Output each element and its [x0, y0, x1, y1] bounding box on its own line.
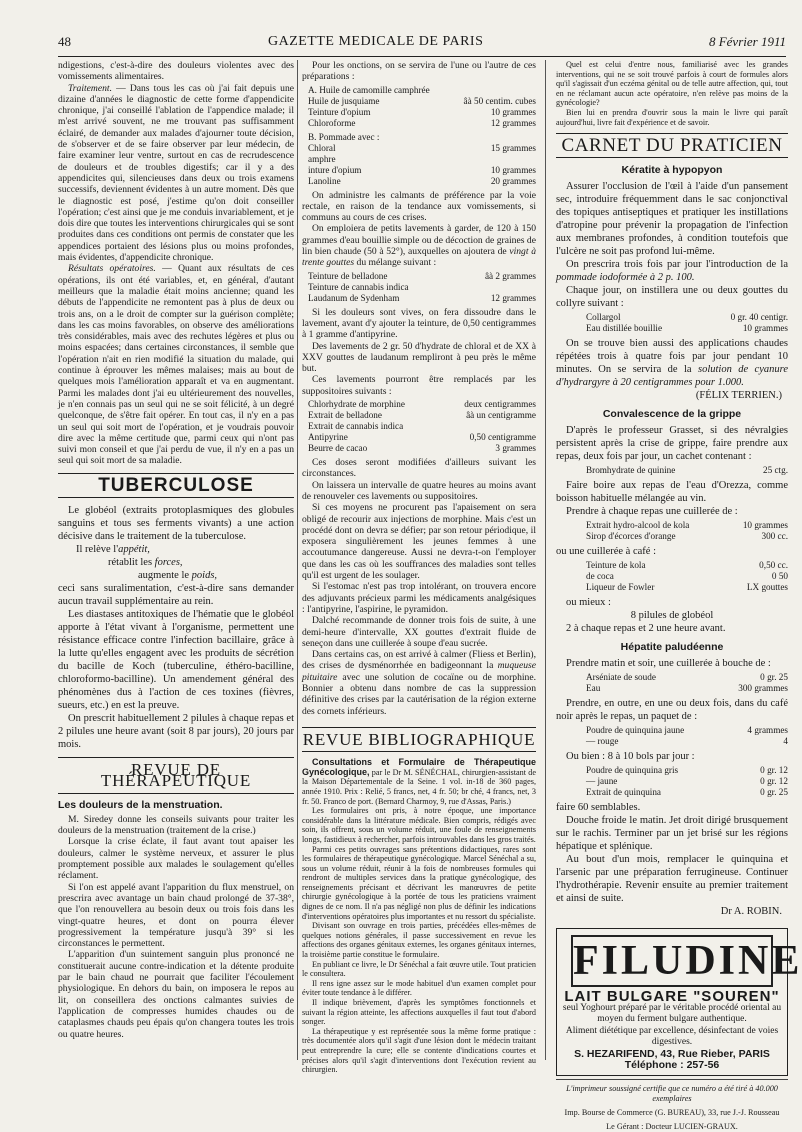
paragraph: Bien lui en prendra d'ouvrir sous la main le livre qui paraît aujourd'hui, livre fait d'expérience et de savoir. — [556, 107, 788, 127]
ad-brand: FILUDINE — [571, 935, 773, 987]
formula-row — [586, 683, 788, 694]
ingredient-quantity: 4 — [783, 736, 788, 747]
ingredient-name: Teinture d'opium — [308, 106, 371, 117]
paragraph: ceci sans suralimentation, c'est-à-dire sans demander aucun travail supplémentaire au rein. — [58, 582, 294, 607]
paragraph — [556, 258, 788, 284]
paragraph — [302, 649, 536, 717]
paragraph: Faire boire aux repas de l'eau d'Orezza, comme boisson habituelle mélangée au vin. — [556, 480, 788, 505]
printer-line: Imp. Bourse de Commerce (G. BUREAU), 33, rue J.-J. Rousseau — [564, 1108, 780, 1118]
ingredient-quantity: 300 cc. — [761, 531, 788, 542]
tuberculose-article — [58, 504, 294, 751]
paragraph: ou une cuillerée à café : — [556, 546, 656, 558]
formula-rows — [308, 96, 536, 129]
formula-rows — [586, 312, 788, 334]
text: par le Dr M. SÉNÉCHAL, chirurgien-assistant de la Maison Départementale de la Seine. 1 vol. in-18 de 360 pages, année 1910. Prix : Relié, 5 francs, net, 4 fr. 50; br ché, 4 francs, net, 3 fr. 50. Franco de port. (Bernard Charmoy, 9, rue d'Assas, Paris.) — [302, 767, 536, 806]
ingredient-name: Eau — [586, 683, 601, 694]
formula-row — [308, 282, 536, 293]
text: Dans certains cas, on est arrivé à calmer (Fliess et Berlin), des crises de dysménorrhée en badigeonnant la — [302, 649, 536, 672]
paragraph: D'après le professeur Grasset, si des névralgies persistent après la crise de grippe, faire prendre aux repas, deux fois par jour, un cachet contenant : — [556, 425, 788, 463]
paragraph: On prescrit habituellement 2 pilules à chaque repas et 2 pilules une heure avant (soit 8 par jours), 20 jours par mois. — [58, 712, 294, 750]
ingredient-name: Extrait de cannabis indica — [308, 421, 404, 432]
text: On emploiera de petits lavements à garder, de 120 à 150 grammes d'eau bouillie simple ou de décoction de graines de lin bien chaude (50 à 52°), auxquelles on ajoutera de — [302, 223, 536, 258]
ingredient-quantity: 0,50 cc. — [759, 560, 788, 571]
paragraph — [556, 337, 788, 389]
formula-quinquina — [586, 725, 788, 747]
ingredient-name: Liqueur de Fowler — [586, 582, 655, 593]
paragraph: Le globéol (extraits protoplasmiques des globules sanguins et tous ses ferments vivants) a une action décisive dans le traitement de la tuberculose. — [58, 504, 294, 542]
ingredient-name: Antipyrine — [308, 432, 348, 443]
formula-row — [308, 410, 536, 421]
formula-row — [586, 312, 788, 323]
column-divider-1 — [297, 60, 298, 1060]
column-divider-2 — [545, 60, 546, 1060]
text: du mélange suivant : — [354, 257, 437, 269]
formula-row — [308, 399, 536, 410]
formula-c — [308, 271, 536, 304]
ingredient-name: Chloroforme — [308, 117, 356, 128]
text: Il relève l' — [76, 543, 119, 555]
issue-date: 8 Février 1911 — [708, 34, 786, 49]
formula-rows — [308, 399, 536, 454]
ingredient-name: Teinture de cannabis indica — [308, 281, 409, 292]
ingredient-name: de coca — [586, 571, 614, 582]
ingredient-quantity: 15 grammes — [490, 142, 536, 153]
column-2 — [302, 60, 536, 1075]
formula-row — [308, 432, 536, 443]
formula-bols — [586, 765, 788, 798]
ingredient-name: Poudre de quinquina gris — [586, 765, 679, 776]
ingredient-quantity: 3 grammes — [495, 443, 536, 454]
paragraph: M. Siredey donne les conseils suivants pour traiter les douleurs de la menstruation (traitement de la crise.) — [58, 813, 294, 837]
subsection-title-hepatite: Hépatite paludéenne — [620, 641, 724, 654]
ingredient-quantity: 0,50 centigramme — [469, 432, 536, 443]
header-rule — [58, 56, 786, 57]
paragraph: Ou bien : 8 à 10 bols par jour : — [566, 751, 695, 763]
formula-collyre — [586, 312, 788, 334]
ingredient-name: Teinture de belladone — [308, 270, 388, 281]
formula-row — [308, 154, 536, 165]
column-3 — [556, 60, 802, 1132]
ingredient-name: Extrait hydro-alcool de kola — [586, 520, 690, 531]
advertisement — [556, 928, 802, 1076]
paragraph — [58, 569, 294, 582]
ingredient-quantity: 0 gr. 12 — [760, 776, 788, 787]
paragraph: La thérapeutique y est représentée sous la même forme pratique : très documentée alors qu'il s'agit d'une lésion dont le médecin traitant peut entreprendre la cure; elle se contente d'indications courtes et précises alors qu'il s'agit d'interventions dont l'exécution revient au chirurgien. — [302, 1026, 536, 1075]
paragraph: Assurer l'occlusion de l'œil à l'aide d'un pansement sec, introduire fréquemment dans le sac conjonctival des topiques antiseptiques et pratiquer les instillations d'atropine pour prévenir la propagation de l'infection aux membranes profondes, à condition toutefois que l'ulcère ne soit pas profond lui-même. — [556, 181, 788, 258]
formula-a — [308, 85, 536, 129]
page-header — [58, 34, 786, 54]
subsection-title-keratite: Kératite à hypopyon — [621, 164, 723, 177]
formula-quinine — [586, 465, 788, 476]
formula-row — [586, 571, 788, 582]
paragraph: Ces lavements pourront être remplacés par les suppositoires suivants : — [302, 374, 536, 397]
paragraph: Les diastases antitoxiques de l'hématie que le globéol apporte à l'état vivant à l'organisme, permettent une résistance efficace contre l'infection bacillaire, grâce à la lutte qu'elles engagent avec les produits de sécrétion du bacille de Koch (tuberculine, éthéro-bacilline, chloroformo-bacilline). Un amendement général des phénomènes dus à l'action de ces toxines (fièvres, sueurs, etc.) en est la preuve. — [58, 608, 294, 711]
ingredient-name: Sirop d'écorces d'orange — [586, 531, 676, 542]
traitement-text: — Dans tous les cas où j'ai fait depuis une dizaine d'années le diagnostic de cette forme d'appendicite chronique, j'ai conseillé l'ablation de l'appendice malade; il m'est arrivé souvent, ne me trouvant pas suffisamment éclairé, de demander aux malades d'ajourner toute décision, de s'observer et de se faire observer par leur médecin, de faire examiner leur ventre, surtout en cas de recrudescence de douleurs et de troubles digestifs; car il y a des appendicites qui, silencieuses dans deux ou trois examens successifs, deviennent évidentes à un autre moment. Dès que le diagnostic est posé, j'estime qu'on doit conseiller l'opération; c'est ainsi que je me conduis invariablement, et je dois dire que toutes les interventions chirurgicales qui se sont produites dans ces conditions ont permis de constater que les appendices portaient des lésions plus ou moins profondes, mais évidentes, d'appendicite chronique. — [58, 82, 294, 264]
formula-row — [308, 143, 536, 154]
paragraph — [302, 223, 536, 268]
ad-description: seul Yoghourt préparé par le véritable procédé oriental au moyen du ferment bulgare authentique. — [562, 1002, 782, 1025]
paragraph: On laissera un intervalle de quatre heures au moins avant de renouveler ces lavements ou suppositoires. — [302, 479, 536, 502]
ingredient-quantity: LX gouttes — [746, 582, 788, 593]
paragraph: ndigestions, c'est-à-dire des douleurs violentes avec des vomissements alimentaires. — [58, 60, 294, 83]
ingredient-quantity: âà 2 grammes — [484, 270, 536, 281]
ingredient-name: Arséniate de soude — [586, 672, 656, 683]
emphasis: vingt à trente gouttes — [302, 246, 536, 269]
footer-rule — [556, 1079, 788, 1080]
paragraph-traitement — [58, 83, 294, 264]
paragraph — [58, 543, 294, 556]
paragraph: Au bout d'un mois, remplacer le quinquina et l'arsenic par une préparation ferrugineuse. Continuer l'hydrothérapie. Revenir ensuite au premier traitement et ainsi de suite. — [556, 854, 788, 905]
subsection-title-grippe: Convalescence de la grippe — [602, 408, 742, 421]
formula-row — [586, 582, 788, 593]
formula-row — [586, 520, 788, 531]
subsection-title-menstruation: Les douleurs de la menstruation. — [58, 798, 223, 811]
ingredient-name: amphre — [308, 153, 336, 164]
formula-row — [308, 96, 536, 107]
ingredient-name: Eau distillée bouillie — [586, 323, 663, 334]
ingredient-quantity: 300 grammes — [738, 683, 788, 694]
formula-row — [308, 293, 536, 304]
ingredient-quantity: 12 grammes — [490, 117, 536, 128]
formula-row — [586, 787, 788, 798]
paragraph: faire 60 semblables. — [556, 802, 641, 814]
ingredient-quantity: 0 gr. 40 centigr. — [730, 312, 788, 323]
paragraph: ou mieux : — [566, 597, 611, 609]
ingredient-quantity: 10 grammes — [742, 520, 788, 531]
formula-row — [586, 323, 788, 334]
formula-row — [586, 765, 788, 776]
formula-row — [586, 776, 788, 787]
formula-row — [308, 107, 536, 118]
ingredient-quantity: 0 50 — [771, 571, 788, 582]
gerant-line: Le Gérant : Docteur LUCIEN-GRAUX. — [606, 1122, 738, 1132]
formula-rows — [586, 765, 788, 798]
paragraph: Prendre, en outre, en une ou deux fois, dans du café noir après le repas, un paquet de : — [556, 698, 788, 723]
ingredient-name: Lanoline — [308, 175, 341, 186]
formula-row — [308, 176, 536, 187]
ad-product: LAIT BULGARE "SOUREN" — [564, 988, 780, 1006]
paragraph — [302, 758, 536, 806]
paragraph: Si l'estomac n'est pas trop intolérant, on trouvera encore des adjuvants précieux parmi les médicaments analgésiques : l'antipyrine, l'aspirine, le pyramidon. — [302, 581, 536, 615]
ingredient-name: Laudanum de Sydenham — [308, 292, 400, 303]
emphasis: poids, — [191, 569, 218, 581]
paragraph: Lorsque la crise éclate, il faut avant tout apaiser les douleurs, calmer le système nerveux, et assurer le plus promptement possible aux malades le soulagement qu'elles réclament. — [58, 836, 294, 882]
paragraph: Quel est celui d'entre nous, familiarisé avec les grandes interventions, qui ne se soit trouvé parfois à court de formules alors qu'il s'agissait d'un eczéma génital ou de telle autre affection, qui, tout en ne réclamant aucun acte opératoire, n'en relève pas moins de la gynécologie? — [556, 60, 788, 108]
formula-row — [308, 271, 536, 282]
ingredient-name: — jaune — [586, 776, 618, 787]
ingredient-quantity: 0 gr. 25 — [760, 672, 788, 683]
formula-rows — [308, 143, 536, 187]
ingredient-quantity: 10 grammes — [490, 106, 536, 117]
formula-arseniate — [586, 672, 788, 694]
paragraph: Ces doses seront modifiées d'ailleurs suivant les circonstances. — [302, 457, 536, 480]
ingredient-quantity: 0 gr. 12 — [760, 765, 788, 776]
paragraph: Pour les onctions, on se servira de l'une ou l'autre de ces préparations : — [302, 60, 536, 83]
ingredient-quantity: 12 grammes — [490, 292, 536, 303]
ingredient-name: Huile de jusquiame — [308, 95, 380, 106]
formula-row — [308, 118, 536, 129]
formula-rows — [586, 560, 788, 593]
formula-row — [586, 465, 788, 476]
section-title-tuberculose: TUBERCULOSE — [58, 473, 294, 498]
paragraph: Si les douleurs sont vives, on fera dissoudre dans le lavement, avant d'y ajouter la teinture, de 0,50 centigrammes à 1 gramme d'antipyrine. — [302, 306, 536, 341]
signature: Dr A. ROBIN. — [720, 906, 782, 918]
formula-rows — [586, 465, 788, 476]
formula-row — [586, 560, 788, 571]
paragraph: Parmi ces petits ouvrages sans prétentions didactiques, rares sont les formulaires de thérapeutique gynécologique. Marcel Sénéchal a su, sous un volume réduit, réunir à la fois de nombreuses formules qui rendront de multiples services dans la pratique gynécologique, des renseignements précisant et décrivant les manœuvres de petite chirurgie gynécologique à la portée de tous les praticiens vraiment dignes de ce nom. Il n'a pas négligé non plus de définir les indications d'interventions opératoires plus importantes et nu ressort du spécialiste. — [302, 844, 536, 921]
ingredient-name: Extrait de quinquina — [586, 787, 662, 798]
paragraph — [58, 556, 294, 569]
resultats-text: — Quant aux résultats de ces opérations, ils ont été variables, et, en général, d'autant meilleurs que la maladie était moins ancienne; quand les débuts de l'appendicite ne remontent pas à plus de deux ou trois ans, on a le droit de compter sur la guérison complète; dans les cas moins favorables, on observe des améliorations très considérables, mais avec des rechutes légères et plus ou moins espacées; dans certaines circonstances, il semble que l'opération n'ait en rien modifié la situation du malade, qui continue à éprouver les mêmes malaises; mais au bout de quelques mois l'amélioration apparaît et va en augmentant. Parmi les malades dont j'ai eu ultérieurement des nouvelles, je n'en connais pas un seul qui ne se soit félicité, à un degré quelconque, de s'être fait opérer. En tout cas, il n'y en a pas un seul qui soit mort de l'opération, et je voudrais pouvoir dire avec la même certitude que, parmi ceux qui n'ont pas suivi mon conseil et que j'ai perdu de vue, il n'y en a pas un seul qui soit mort de sa maladie. — [58, 263, 294, 467]
paragraph: Chaque jour, on instillera une ou deux gouttes du collyre suivant : — [556, 285, 788, 310]
ad-address: S. HEZARIFEND, 43, Rue Rieber, PARIS — [574, 1047, 770, 1060]
page-number: 48 — [58, 34, 71, 49]
ingredient-quantity: 10 grammes — [742, 323, 788, 334]
section-title-therapeutique: REVUE DE THÉRAPEUTIQUE — [58, 757, 294, 794]
section-title-carnet: CARNET DU PRATICIEN — [556, 133, 788, 158]
ingredient-name: — rouge — [586, 736, 619, 747]
paragraph: Des lavements de 2 gr. 50 d'hydrate de chloral et de XX à XXV gouttes de laudanum rempliront à peu près le même but. — [302, 340, 536, 375]
formula-row — [308, 421, 536, 432]
book-title: Consultations et Formulaire de Thérapeutique Gynécologique, — [302, 757, 536, 777]
biblio-article — [302, 758, 536, 1075]
text: augmente le — [138, 569, 192, 581]
text: avec une solution de cocaïne ou de morphine. Bonnier a obtenu dans nombre de cas la suppression définitive des crises par la cautérisation de la région externe des cornets inférieurs. — [302, 671, 536, 717]
ingredient-name: Collargol — [586, 312, 621, 323]
formula-row — [308, 443, 536, 454]
paragraph: Si l'on est appelé avant l'apparition du flux menstruel, on prescrira avec avantage un bain chaud prolongé de 37-38°, que l'on renouvellera au besoin deux ou trois fois dans les vingt-quatre heures, et dont on pourra élever progressivement la température jusqu'à 39° si les circonstances le permettent. — [58, 881, 294, 950]
paragraph: Si ces moyens ne procurent pas l'apaisement on sera obligé de recourir aux injections de morphine. Mais c'est un procédé dont on devra se défier; par son retour périodique, il exposera singulièrement les jeunes femmes à une accoutumance dangereuse. Aussi ne devra-t-on l'employer que dans les cas où les souffrances des maladies sont telles qu'il est urgent de les soulager. — [302, 502, 536, 582]
formula-rows — [308, 271, 536, 304]
carnet-article — [556, 164, 788, 918]
paragraph: On administre les calmants de préférence par la voie rectale, en raison de la tendance aux vomissements, si communs au cours de ces crises. — [302, 189, 536, 224]
journal-title: GAZETTE MEDICALE DE PARIS — [268, 34, 484, 49]
ingredient-name: inture d'opium — [308, 164, 362, 175]
ingredient-name: Teinture de kola — [586, 560, 646, 571]
emphasis: pommade iodoformée à 2 p. 100. — [556, 272, 695, 284]
text: rétablit les — [108, 556, 155, 568]
ingredient-name: Chloral — [308, 142, 336, 153]
biblio-continuation — [556, 60, 788, 127]
ingredient-quantity: deux centigrammes — [464, 399, 536, 410]
ingredient-name: Beurre de cacao — [308, 443, 368, 454]
text: On prescrira trois fois par jour l'introduction de la — [566, 259, 788, 271]
formula-row — [586, 672, 788, 683]
resultats-label: Résultats opératoires. — [68, 263, 156, 275]
ingredient-quantity: 20 grammes — [490, 175, 536, 186]
ingredient-name: Bromhydrate de quinine — [586, 465, 676, 476]
ingredient-quantity: âà un centigramme — [466, 410, 536, 421]
formula-kola — [586, 520, 788, 542]
formula-rows — [586, 725, 788, 747]
formula-coca — [586, 560, 788, 593]
formula-rows — [586, 520, 788, 542]
formula-rows — [586, 672, 788, 694]
formula-row — [586, 531, 788, 542]
paragraph: Prendre matin et soir, une cuillerée à bouche de : — [566, 658, 771, 670]
formula-d — [308, 399, 536, 454]
paragraph: Divisant son ouvrage en trois parties, précédées elles-mêmes de quelques notions générales, il passe successivement en revue les affections des organes génitaux externes, les organes génitaux internes, la troisième partie constitue le formulaire. — [302, 921, 536, 960]
ingredient-quantity: 10 grammes — [490, 164, 536, 175]
formula-row — [586, 736, 788, 747]
formula-row — [308, 165, 536, 176]
paragraph: Douche froide le matin. Jet droit dirigé brusquement sur le rachis. Terminer par un jet brisé sur les régions hépatique et splénique. — [556, 815, 788, 853]
ingredient-name: Poudre de quinquina jaune — [586, 725, 685, 736]
print-certification: L'imprimeur soussigné certifie que ce numéro a été tiré à 40.000 exemplaires — [566, 1084, 778, 1104]
paragraph: Prendre à chaque repas une cuillerée de : — [566, 506, 738, 518]
ingredient-name: Extrait de belladone — [308, 410, 382, 421]
paragraph: Dalché recommande de donner trois fois de suite, à une demi-heure d'intervalle, XX gouttes d'extrait fluide de seneçon dans une cuillerée à soupe d'eau sucrée. — [302, 615, 536, 649]
formula-title: B. Pommade avec : — [308, 131, 380, 142]
paragraph: Les formulaires ont pris, à notre époque, une importance considérable dans la littérature médicale. Bien compris, rédigés avec soin, ils offrent, sous un volume réduit, une foule de renseignements longs, fastidieux à rechercher, parfois introuvables dans les gros traités. — [302, 806, 536, 844]
emphasis: forces, — [154, 556, 183, 568]
ad-phone: Téléphone : 257-56 — [624, 1059, 720, 1072]
formula-b — [308, 132, 536, 187]
paragraph-resultats — [58, 263, 294, 466]
ingredient-quantity: âà 50 centim. cubes — [463, 95, 536, 106]
emphasis: muqueuse pituitaire — [302, 660, 536, 683]
ingredient-quantity: 0 gr. 25 — [760, 787, 788, 798]
paragraph: 8 pilules de globéol — [630, 610, 714, 622]
paragraph: L'apparition d'un suintement sanguin plus prononcé ne constituerait aucune contre-indication et la détente produite par le bain chaud ne pourrait que faciliter l'écoulement physiologique. En dehors du bain, on imposera le repos au lit, on conseillera des onctions calmantes suivies de l'application de compresses humides chaudes ou de cataplasmes chauds peu épais qu'on changera toutes les trois ou quatre heures. — [58, 949, 294, 1040]
section-title-bibliographique: REVUE BIBLIOGRAPHIQUE — [302, 727, 536, 752]
formula-title: A. Huile de camomille camphrée — [308, 84, 430, 95]
paragraph: En publiant ce livre, le Dr Sénéchal a fait œuvre utile. Tout praticien le consultera. — [302, 959, 536, 979]
column-1 — [58, 60, 294, 1070]
paragraph: Il indique brièvement, d'après les symptômes fonctionnels et suivant la région atteinte, les affections auxquelles il faut tout d'abord songer. — [302, 998, 536, 1027]
ad-tagline: Aliment diététique par excellence, désinfectant de voies digestives. — [565, 1025, 779, 1048]
text: On se trouve bien aussi des applications chaudes répétées trois à quatre fois par jour pendant 10 minutes. On se servira de la — [556, 338, 788, 376]
ingredient-name: Chlorhydrate de morphine — [308, 399, 405, 410]
paragraph: Il rens igne assez sur le mode habituel d'un examen complet pour éviter toute tendance à le différer. — [302, 978, 536, 998]
signature: (FÉLIX TERRIEN.) — [695, 390, 782, 402]
emphasis: solution de cyanure d'hydrargyre à 20 centigrammes pour 1.000. — [556, 364, 788, 389]
emphasis: appétit, — [118, 543, 150, 555]
traitement-label: Traitement. — [68, 82, 112, 94]
formula-row — [586, 725, 788, 736]
ingredient-quantity: 25 ctg. — [762, 465, 788, 476]
ingredient-quantity: 4 grammes — [747, 725, 788, 736]
paragraph: 2 à chaque repas et 2 une heure avant. — [566, 623, 726, 635]
